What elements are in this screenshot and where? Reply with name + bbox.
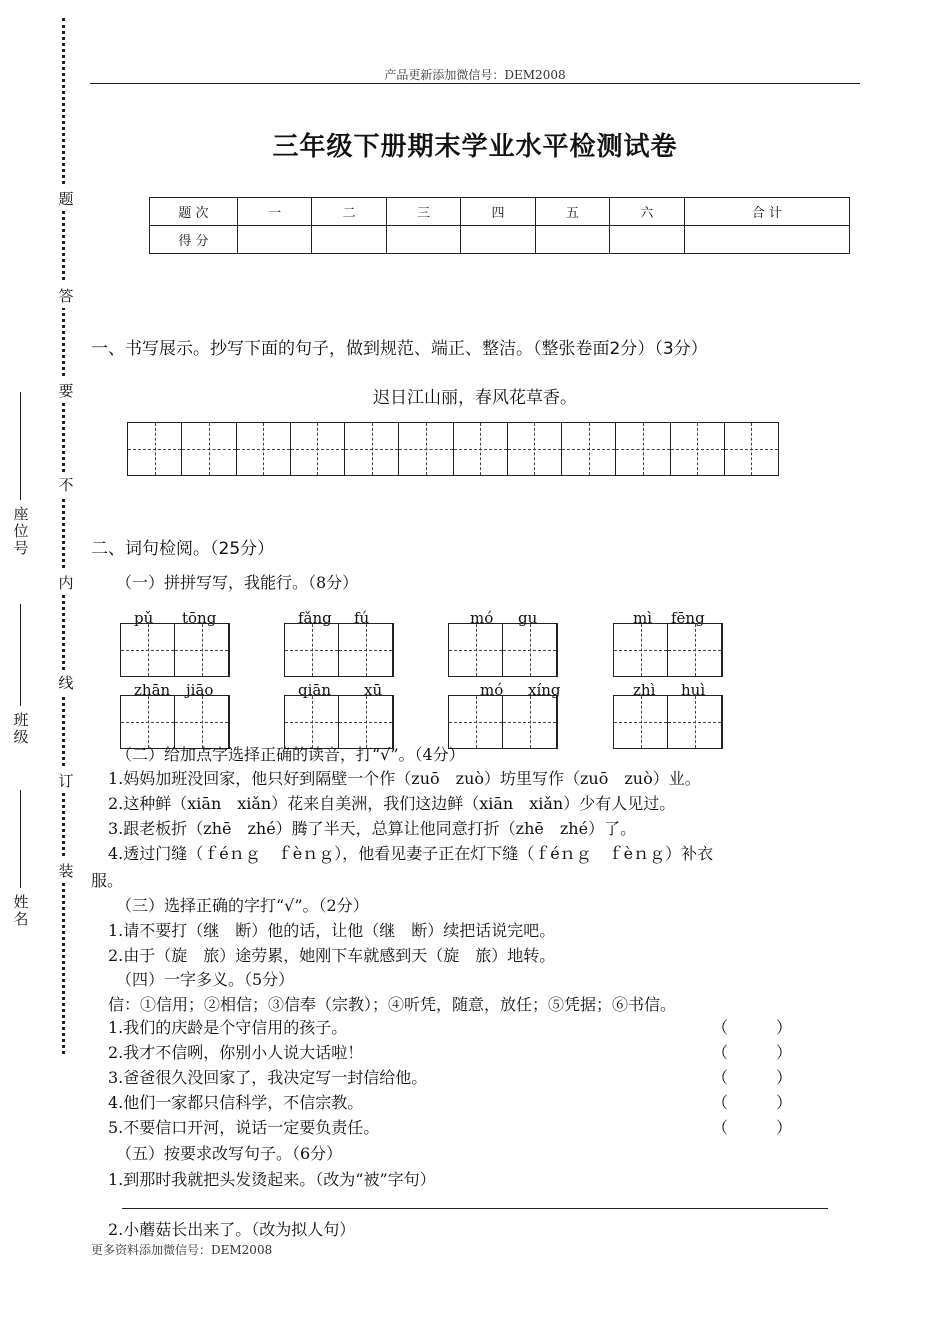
section1-heading: 一、书写展示。抄写下面的句子，做到规范、端正、整洁。（整张卷面2分）（3分） — [91, 339, 708, 359]
list-item: 1.到那时我就把头发烫起来。（改为“被”字句） — [108, 1170, 436, 1189]
part2-heading: （二）给加点字选择正确的读音，打“√”。（4分） — [116, 745, 465, 764]
score-entry-cell[interactable] — [535, 226, 609, 254]
writing-cell[interactable] — [671, 423, 725, 475]
seat-number-label: 座位号 — [13, 505, 29, 557]
writing-cell[interactable] — [508, 423, 562, 475]
part4-heading: （四）一字多义。（5分） — [116, 970, 295, 989]
writing-cell[interactable] — [175, 696, 229, 748]
table-cell: 四 — [461, 198, 535, 226]
answer-blank[interactable]: （ ） — [712, 1093, 793, 1112]
score-entry-cell[interactable] — [610, 226, 684, 254]
writing-cell[interactable] — [339, 624, 393, 676]
answer-blank[interactable]: （ ） — [712, 1043, 793, 1062]
writing-cell[interactable] — [503, 624, 557, 676]
writing-cell[interactable] — [339, 696, 393, 748]
list-item: 5.不要信口开河，说话一定要负责任。 — [108, 1118, 380, 1137]
score-entry-cell[interactable] — [386, 226, 460, 254]
character-boxes[interactable] — [613, 695, 723, 749]
seat-number-line — [20, 392, 21, 500]
score-entry-cell[interactable] — [684, 226, 849, 254]
margin-char: 订 — [58, 768, 74, 793]
writing-cell[interactable] — [285, 696, 339, 748]
writing-cell[interactable] — [175, 624, 229, 676]
class-label: 班级 — [13, 711, 29, 746]
margin-char: 线 — [58, 670, 74, 695]
writing-cell[interactable] — [237, 423, 291, 475]
exam-title: 三年级下册期末学业水平检测试卷 — [272, 132, 678, 162]
writing-cell[interactable] — [668, 696, 722, 748]
table-cell: 得 分 — [150, 226, 238, 254]
copy-sentence: 迟日江山丽，春风花草香。 — [373, 388, 577, 408]
definition-list: 信：①信用；②相信；③信奉（宗教）；④听凭，随意，放任；⑤凭据；⑥书信。 — [108, 995, 677, 1014]
pinyin-label: fǎng — [298, 609, 332, 627]
writing-cell[interactable] — [616, 423, 670, 475]
list-item: 2.由于（旋 旅）途劳累，她刚下车就感到天（旋 旅）地转。 — [108, 946, 556, 965]
writing-cell[interactable] — [668, 624, 722, 676]
page-header: 产品更新添加微信号：DEM2008 — [384, 68, 566, 82]
list-item: 2.我才不信咧，你别小人说大话啦！ — [108, 1043, 364, 1062]
pinyin-label: pǔ — [134, 609, 154, 627]
answer-line[interactable] — [122, 1208, 828, 1209]
part3-heading: （三）选择正确的字打“√”。（2分） — [116, 896, 369, 915]
pinyin-label: xíng — [528, 681, 561, 699]
list-item: 服。 — [91, 871, 124, 890]
list-item: 2.这种鲜（xiān xiǎn）花来自美洲，我们这边鲜（xiān xiǎn）少有人见过。 — [108, 794, 676, 813]
margin-char: 要 — [58, 378, 74, 403]
binding-dotted-line — [62, 18, 65, 1054]
list-item: 3.跟老板折（zhē zhé）腾了半天，总算让他同意打折（zhē zhé）了。 — [108, 819, 637, 838]
list-item: 4.透过门缝（ｆéｎｇ ｆèｎｇ），他看见妻子正在灯下缝（ｆéｎｇ ｆèｎｇ）补衣 — [108, 844, 714, 863]
writing-cell[interactable] — [454, 423, 508, 475]
list-item: 4.他们一家都只信科学，不信宗教。 — [108, 1093, 364, 1112]
writing-cell[interactable] — [614, 696, 668, 748]
score-table-score-row — [150, 226, 850, 254]
character-boxes[interactable] — [284, 623, 394, 677]
pinyin-label: mó — [470, 609, 494, 627]
list-item: 1.我们的庆龄是个守信用的孩子。 — [108, 1018, 348, 1037]
pinyin-label: fú — [354, 609, 370, 627]
character-boxes[interactable] — [284, 695, 394, 749]
score-entry-cell[interactable] — [238, 226, 312, 254]
character-boxes[interactable] — [448, 623, 558, 677]
writing-cell[interactable] — [449, 624, 503, 676]
score-table-header-row — [150, 198, 850, 226]
writing-cell[interactable] — [121, 696, 175, 748]
writing-grid[interactable] — [127, 422, 779, 476]
part5-heading: （五）按要求改写句子。（6分） — [116, 1144, 343, 1163]
part1-heading: （一）拼拼写写，我能行。（8分） — [116, 573, 359, 592]
writing-cell[interactable] — [128, 423, 182, 475]
writing-cell[interactable] — [725, 423, 778, 475]
pinyin-label: xū — [364, 681, 383, 699]
margin-char: 内 — [58, 570, 74, 595]
list-item: 3.爸爸很久没回家了，我决定写一封信给他。 — [108, 1068, 428, 1087]
name-line — [20, 790, 21, 888]
table-cell: 合 计 — [684, 198, 849, 226]
answer-blank[interactable]: （ ） — [712, 1068, 793, 1087]
class-line — [20, 604, 21, 706]
list-item: 2.小蘑菇长出来了。（改为拟人句） — [108, 1220, 356, 1239]
pinyin-label: huì — [681, 681, 706, 699]
table-cell: 一 — [238, 198, 312, 226]
score-entry-cell[interactable] — [461, 226, 535, 254]
character-boxes[interactable] — [120, 623, 230, 677]
table-cell: 三 — [386, 198, 460, 226]
table-cell: 题 次 — [150, 198, 238, 226]
writing-cell[interactable] — [614, 624, 668, 676]
score-table — [149, 197, 850, 254]
section2-heading: 二、词句检阅。（25分） — [91, 539, 275, 559]
margin-char: 装 — [58, 858, 74, 883]
character-boxes[interactable] — [448, 695, 558, 749]
character-boxes[interactable] — [613, 623, 723, 677]
score-entry-cell[interactable] — [312, 226, 386, 254]
pinyin-label: jiāo — [186, 681, 214, 699]
writing-cell[interactable] — [562, 423, 616, 475]
writing-cell[interactable] — [399, 423, 453, 475]
writing-cell[interactable] — [503, 696, 557, 748]
page-footer: 更多资料添加微信号：DEM2008 — [91, 1243, 273, 1257]
writing-cell[interactable] — [182, 423, 236, 475]
writing-cell[interactable] — [121, 624, 175, 676]
pinyin-label: qiān — [298, 681, 332, 699]
pinyin-label: fēng — [671, 609, 705, 627]
table-cell: 五 — [535, 198, 609, 226]
writing-cell[interactable] — [449, 696, 503, 748]
character-boxes[interactable] — [120, 695, 230, 749]
list-item: 1.请不要打（继 断）他的话，让他（继 断）续把话说完吧。 — [108, 921, 556, 940]
name-label: 姓名 — [13, 893, 29, 928]
writing-cell[interactable] — [285, 624, 339, 676]
table-cell: 二 — [312, 198, 386, 226]
margin-char: 答 — [58, 283, 74, 308]
pinyin-label: mó — [480, 681, 504, 699]
margin-char: 题 — [58, 186, 74, 211]
pinyin-label: mì — [633, 609, 653, 627]
pinyin-label: tōng — [182, 609, 217, 627]
header-rule — [90, 83, 860, 84]
answer-blank[interactable]: （ ） — [712, 1118, 793, 1137]
pinyin-label: zhì — [633, 681, 656, 699]
list-item: 1.妈妈加班没回家，他只好到隔壁一个作（zuō zuò）坊里写作（zuō zuò）业。 — [108, 769, 701, 788]
writing-cell[interactable] — [291, 423, 345, 475]
writing-cell[interactable] — [345, 423, 399, 475]
table-cell: 六 — [610, 198, 684, 226]
pinyin-label: zhān — [134, 681, 171, 699]
margin-char: 不 — [58, 472, 74, 497]
answer-blank[interactable]: （ ） — [712, 1018, 793, 1037]
pinyin-label: gu — [518, 609, 538, 627]
